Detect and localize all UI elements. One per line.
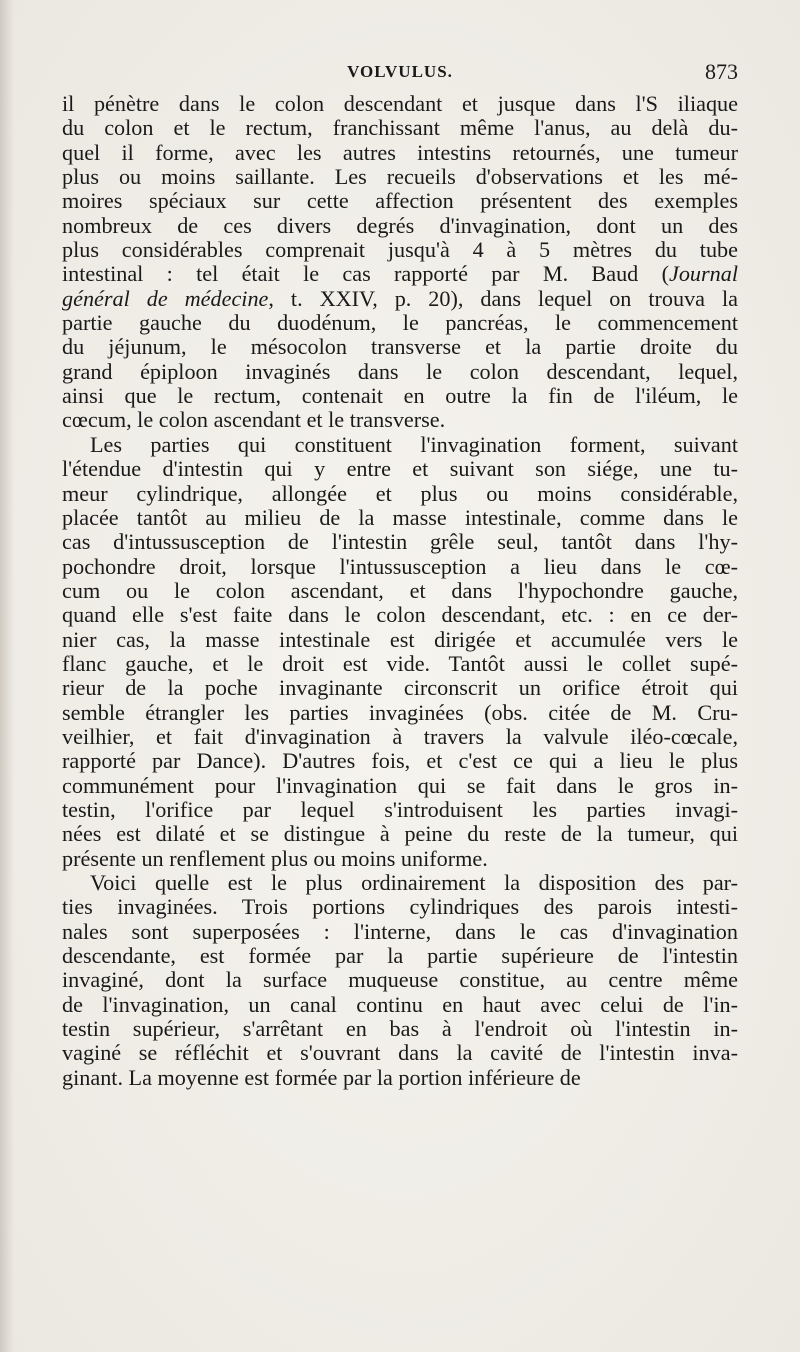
text-line: meur cylindrique, allongée et plus ou moins considérable, [62,480,738,506]
text-line: invaginé, dont la surface muqueuse constitue, au centre même [62,967,738,993]
text-line: testin, l'orifice par lequel s'introduisent les parties invagi- [62,796,738,822]
text-line: Voici quelle est le plus ordinairement la disposition des par- [90,870,738,895]
text-line: cas d'intussusception de l'intestin grêle seul, tantôt dans l'hy- [62,529,738,555]
text-line: descendante, est formée par la partie supérieure de l'intestin [62,943,738,969]
text-line: grand épiploon invaginés dans le colon descendant, lequel, [62,358,738,384]
gutter-shadow [0,0,14,1352]
text-line: présente un renflement plus ou moins uniforme. [62,845,488,871]
running-head-title: VOLVULUS. [347,62,453,81]
text-line: cœcum, le colon ascendant et le transverse. [62,407,446,433]
text-line: quel il forme, avec les autres intestins retournés, une tumeur [62,139,738,165]
text-line: nées est dilaté et se distingue à peine du reste de la tumeur, qui [62,821,738,847]
paragraph [62,92,738,433]
paragraph [62,433,738,871]
text-line: vaginé se réfléchit et s'ouvrant dans la cavité de l'intestin inva- [62,1040,738,1066]
text-line: moires spéciaux sur cette affection présentent des exemples [62,188,738,214]
text-line: rieur de la poche invaginante circonscrit un orifice étroit qui [62,675,738,701]
text-line: nombreux de ces divers degrés d'invagination, dont un des [62,212,738,238]
text-line: Les parties qui constituent l'invagination forment, suivant [90,431,738,457]
text-line: du colon et le rectum, franchissant même l'anus, au delà du- [62,115,738,141]
paragraph [62,871,738,1090]
italic-citation: Journal [668,261,738,287]
text-line: placée tantôt au milieu de la masse intestinale, comme dans le [62,504,738,530]
italic-citation: général de médecine [62,285,269,311]
text-line: intestinal : tel était le cas rapporté par M. Baud (Journal [62,261,738,287]
text-line: général de médecine, t. XXIV, p. 20), dans lequel on trouva la [62,285,739,311]
text-line: cum ou le colon ascendant, et dans l'hypochondre gauche, [62,577,738,603]
text-line: nier cas, la masse intestinale est dirigée et accumulée vers le [62,626,738,652]
text-line: quand elle s'est faite dans le colon descendant, etc. : en ce der- [62,602,738,628]
text-line: pochondre droit, lorsque l'intussusception a lieu dans le cœ- [62,553,738,579]
running-head [62,59,738,90]
body-text [62,92,738,1090]
text-line: du jéjunum, le mésocolon transverse et la partie droite du [62,334,738,360]
text-line: l'étendue d'intestin qui y entre et suivant son siége, une tu- [62,456,738,482]
page-number: 873 [705,59,738,84]
text-line: ainsi que le rectum, contenait en outre la fin de l'iléum, le [62,383,738,409]
text-line: testin supérieur, s'arrêtant en bas à l'endroit où l'intestin in- [62,1016,738,1042]
text-line: de l'invagination, un canal continu en haut avec celui de l'in- [62,991,738,1017]
text-line: semble étrangler les parties invaginées (obs. citée de M. Cru- [62,699,738,725]
text-line: partie gauche du duodénum, le pancréas, le commencement [62,310,738,336]
text-line: ties invaginées. Trois portions cylindriques des parois intesti- [62,894,738,920]
text-line: ginant. La moyenne est formée par la portion inférieure de [62,1064,581,1090]
text-line: rapporté par Dance). D'autres fois, et c'est ce qui a lieu le plus [62,748,738,774]
text-line: communément pour l'invagination qui se fait dans le gros in- [62,772,738,798]
text-line: il pénètre dans le colon descendant et jusque dans l'S iliaque [62,91,738,116]
text-line: plus ou moins saillante. Les recueils d'observations et les mé- [62,164,738,190]
text-line: veilhier, et fait d'invagination à travers la valvule iléo-cœcale, [62,723,738,749]
text-line: flanc gauche, et le droit est vide. Tantôt aussi le collet supé- [62,650,738,676]
text-line: nales sont superposées : l'interne, dans le cas d'invagination [62,918,738,944]
text-line: plus considérables comprenait jusqu'à 4 à 5 mètres du tube [62,237,738,263]
